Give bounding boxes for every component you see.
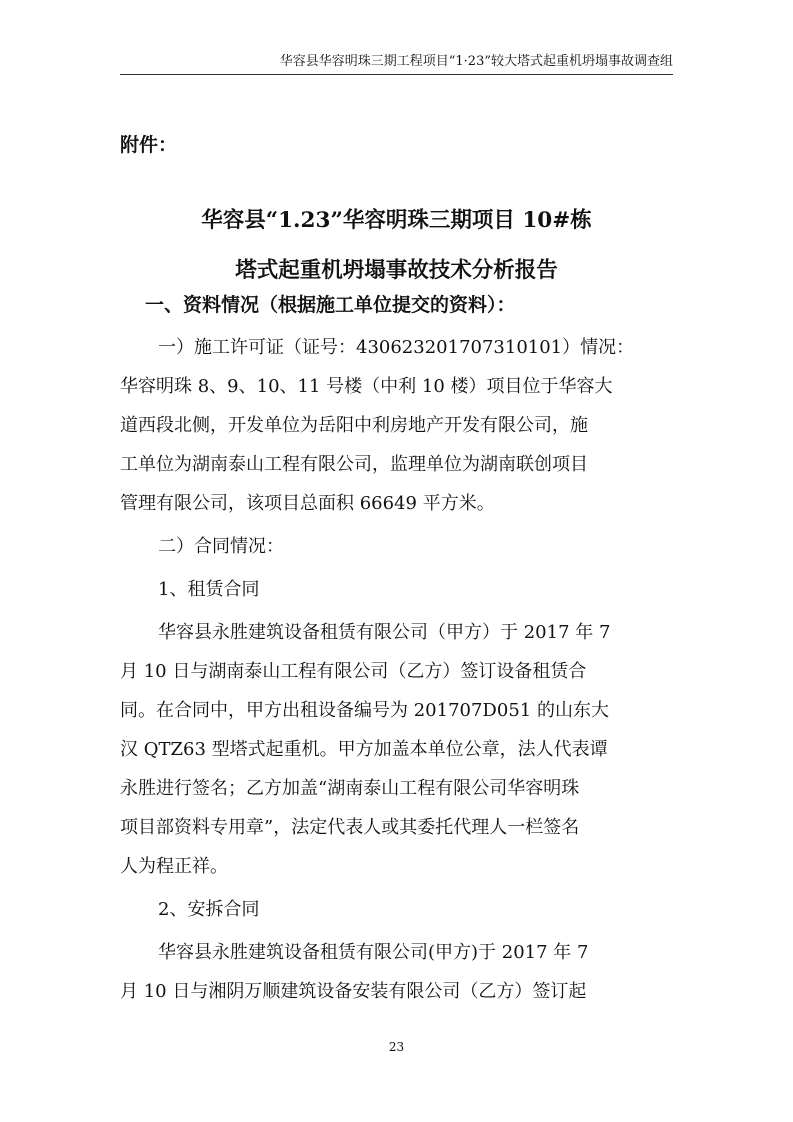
body-line: 工单位为湖南泰山工程有限公司，监理单位为湖南联创项目 (120, 454, 588, 475)
body-line: 2、安拆合同 (158, 899, 260, 920)
body-line: 汉 QTZ63 型塔式起重机。甲方加盖本单位公章，法人代表谭 (120, 739, 608, 760)
body-line: 人为程正祥。 (120, 856, 228, 877)
section-heading: 一、资料情况（根据施工单位提交的资料）： (145, 294, 516, 316)
report-title-line-2: 塔式起重机坍塌事故技术分析报告 (235, 258, 558, 283)
attachment-label: 附件： (120, 134, 178, 156)
body-line: 华容县永胜建筑设备租赁有限公司（甲方）于 2017 年 7 (158, 622, 611, 643)
body-line: 1、租赁合同 (158, 579, 260, 600)
body-line: 月 10 日与湖南泰山工程有限公司（乙方）签订设备租赁合 (120, 661, 587, 682)
page-number: 23 (388, 1040, 405, 1054)
header-text: 华容县华容明珠三期工程项目“1·23”较大塔式起重机坍塌事故调查组 (279, 54, 673, 69)
body-line: 道西段北侧，开发单位为岳阳中利房地产开发有限公司，施 (120, 415, 588, 436)
body-line: 二）合同情况： (158, 536, 284, 557)
body-line: 永胜进行签名；乙方加盖“湖南泰山工程有限公司华容明珠 (120, 778, 580, 799)
report-title-line-1: 华容县“1.23”华容明珠三期项目 10#栋 (201, 208, 592, 233)
body-line: 同。在合同中，甲方出租设备编号为 201707D051 的山东大 (120, 700, 609, 721)
body-line: 项目部资料专用章”，法定代表人或其委托代理人一栏签名 (120, 817, 580, 838)
running-header (120, 44, 673, 75)
body-lines (120, 328, 634, 1011)
body-line: 华容明珠 8、9、10、11 号楼（中利 10 楼）项目位于华容大 (120, 376, 613, 397)
body-line: 月 10 日与湘阴万顺建筑设备安装有限公司（乙方）签订起 (120, 981, 587, 1002)
body-line: 管理有限公司，该项目总面积 66649 平方米。 (120, 493, 495, 514)
body-line: 华容县永胜建筑设备租赁有限公司(甲方)于 2017 年 7 (158, 942, 589, 963)
body-line: 一）施工许可证（证号：430623201707310101）情况： (158, 337, 635, 358)
